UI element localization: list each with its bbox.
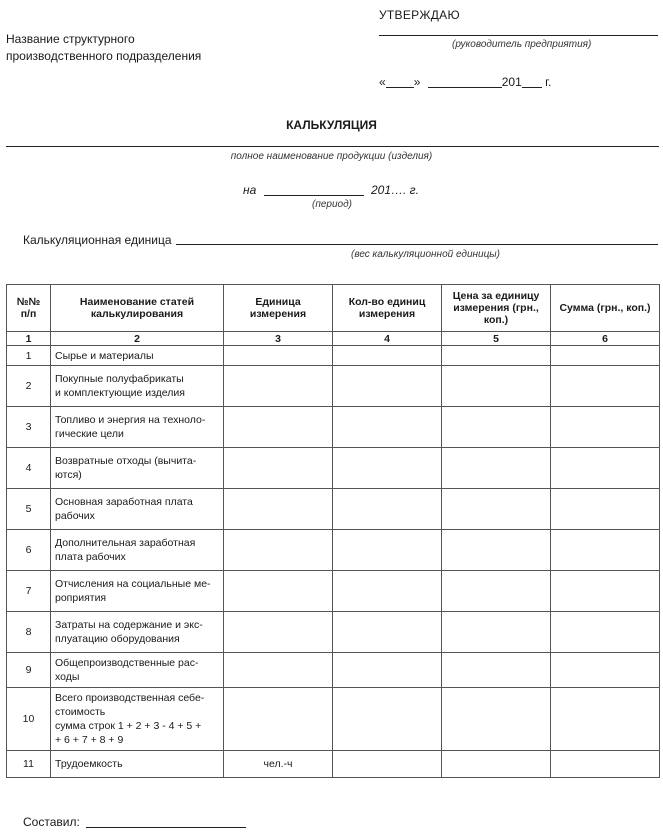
header-item-name: Наименование статей калькулирования [51,285,224,332]
approval-year-field[interactable] [522,87,542,88]
row-unit-price-cell[interactable] [442,653,551,688]
row-quantity-cell[interactable] [333,346,442,366]
date-close-quote: » [413,75,421,89]
row-quantity-cell[interactable] [333,448,442,489]
row-unit-cell[interactable] [224,346,333,366]
row-unit-cell[interactable] [224,653,333,688]
row-unit-price-cell[interactable] [442,366,551,407]
table-row [7,688,660,751]
product-name-line[interactable] [6,146,659,147]
row-number: 1 [7,346,51,366]
table-row [7,489,660,530]
row-quantity-cell[interactable] [333,751,442,778]
row-sum-cell[interactable] [551,489,660,530]
row-unit-price-cell[interactable] [442,346,551,366]
row-item-name: Дополнительная заработная плата рабочих [51,530,224,571]
date-open-quote: « [379,75,386,89]
approval-day-field[interactable] [386,87,414,88]
approval-month-field[interactable] [428,87,502,88]
document-title: КАЛЬКУЛЯЦИЯ [286,118,377,132]
table-header-row [7,285,660,332]
row-item-name: Отчисления на социальные ме- роприятия [51,571,224,612]
column-number: 2 [51,332,224,346]
row-unit-cell[interactable]: чел.-ч [224,751,333,778]
row-quantity-cell[interactable] [333,571,442,612]
header-sum: Сумма (грн., коп.) [551,285,660,332]
table-row [7,751,660,778]
row-sum-cell[interactable] [551,612,660,653]
period-prefix: на [243,183,257,197]
row-unit-price-cell[interactable] [442,688,551,751]
column-number: 4 [333,332,442,346]
row-unit-cell[interactable] [224,688,333,751]
row-sum-cell[interactable] [551,346,660,366]
row-unit-price-cell[interactable] [442,612,551,653]
row-number: 10 [7,688,51,751]
calc-unit-caption: (вес калькуляционной единицы) [351,249,500,260]
row-item-name: Сырье и материалы [51,346,224,366]
period-year-suffix: г. [409,183,419,197]
approval-year-suffix: г. [545,75,552,89]
column-number: 1 [7,332,51,346]
row-unit-price-cell[interactable] [442,751,551,778]
row-sum-cell[interactable] [551,751,660,778]
row-item-name: Трудоемкость [51,751,224,778]
row-number: 3 [7,407,51,448]
approval-date-row [379,75,551,89]
row-number: 6 [7,530,51,571]
period-row [243,183,419,197]
table-row [7,571,660,612]
header-unit-price: Цена за единицу измерения (грн., коп.) [442,285,551,332]
compiled-by-row [23,815,246,829]
row-number: 2 [7,366,51,407]
table-row [7,448,660,489]
row-unit-cell[interactable] [224,407,333,448]
row-number: 8 [7,612,51,653]
row-number: 5 [7,489,51,530]
compiled-by-label: Составил: [23,815,80,829]
row-unit-cell[interactable] [224,612,333,653]
row-quantity-cell[interactable] [333,612,442,653]
row-quantity-cell[interactable] [333,366,442,407]
row-item-name: Покупные полуфабрикаты и комплектующие изделия [51,366,224,407]
approver-caption: (руководитель предприятия) [452,39,592,50]
row-number: 9 [7,653,51,688]
row-item-name: Возвратные отходы (вычита- ются) [51,448,224,489]
row-number: 4 [7,448,51,489]
row-item-name: Топливо и энергия на техноло- гические цели [51,407,224,448]
row-sum-cell[interactable] [551,688,660,751]
row-item-name: Затраты на содержание и экс- плуатацию оборудования [51,612,224,653]
approver-signature-line[interactable] [379,35,658,36]
row-number: 7 [7,571,51,612]
row-quantity-cell[interactable] [333,489,442,530]
calc-unit-field[interactable] [176,244,658,245]
table-row [7,530,660,571]
approve-label: УТВЕРЖДАЮ [379,8,460,22]
row-sum-cell[interactable] [551,571,660,612]
row-unit-price-cell[interactable] [442,489,551,530]
organization-line-2: производственного подразделения [6,49,202,63]
row-sum-cell[interactable] [551,653,660,688]
row-item-name: Всего производственная себе- стоимость сумма строк 1 + 2 + 3 - 4 + 5 + + 6 + 7 + 8 + 9 [51,688,224,751]
table-row [7,612,660,653]
row-sum-cell[interactable] [551,448,660,489]
compiled-by-field[interactable] [86,827,246,828]
header-unit: Единица измерения [224,285,333,332]
row-sum-cell[interactable] [551,407,660,448]
row-quantity-cell[interactable] [333,653,442,688]
row-quantity-cell[interactable] [333,407,442,448]
period-caption: (период) [312,199,352,210]
table-row [7,366,660,407]
row-quantity-cell[interactable] [333,530,442,571]
row-unit-cell[interactable] [224,366,333,407]
calc-unit-label: Калькуляционная единица [23,233,172,247]
row-unit-price-cell[interactable] [442,448,551,489]
row-number: 11 [7,751,51,778]
column-number-row [7,332,660,346]
table-row [7,407,660,448]
header-number: №№ п/п [7,285,51,332]
row-sum-cell[interactable] [551,530,660,571]
row-quantity-cell[interactable] [333,688,442,751]
organization-name [6,31,236,65]
row-unit-price-cell[interactable] [442,530,551,571]
row-unit-price-cell[interactable] [442,407,551,448]
period-field[interactable] [264,195,364,196]
row-item-name: Основная заработная плата рабочих [51,489,224,530]
column-number: 6 [551,332,660,346]
header-quantity: Кол-во единиц измерения [333,285,442,332]
product-name-caption: полное наименование продукции (изделия) [230,151,433,162]
row-unit-cell[interactable] [224,571,333,612]
column-number: 3 [224,332,333,346]
row-unit-cell[interactable] [224,448,333,489]
row-unit-price-cell[interactable] [442,571,551,612]
approval-year-prefix: 201 [501,75,522,89]
table-row [7,653,660,688]
row-unit-cell[interactable] [224,489,333,530]
organization-line-1: Название структурного [6,32,135,46]
table-row [7,346,660,366]
row-sum-cell[interactable] [551,366,660,407]
column-number: 5 [442,332,551,346]
period-year-prefix: 201…. [370,183,407,197]
row-unit-cell[interactable] [224,530,333,571]
row-item-name: Общепроизводственные рас- ходы [51,653,224,688]
calculation-table [6,284,660,778]
